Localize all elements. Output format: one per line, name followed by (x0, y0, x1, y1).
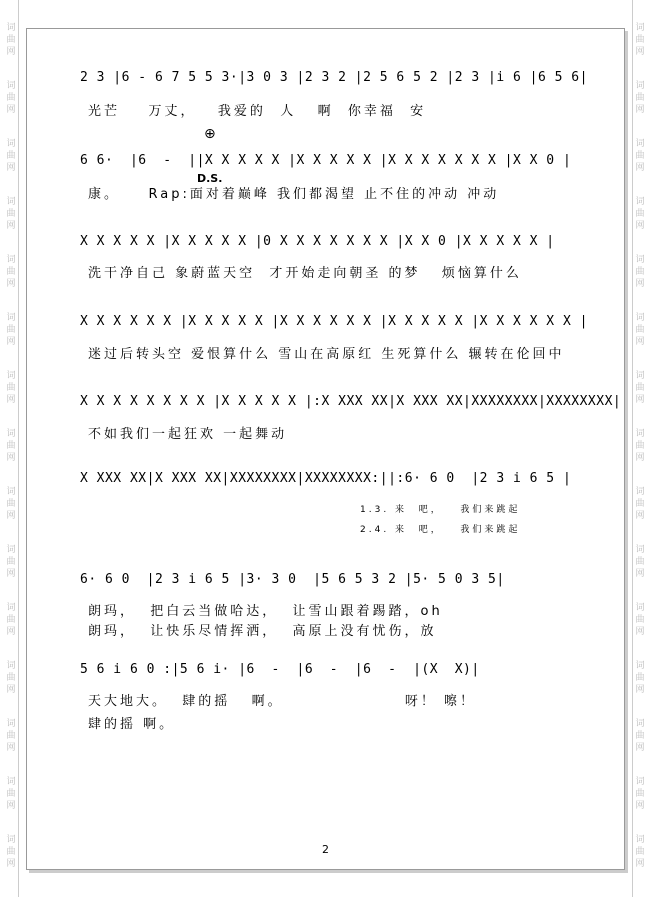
watermark-char: 曲 (635, 499, 645, 509)
watermark-char: 网 (6, 743, 16, 753)
lyric-line: 康。 Rap:面对着巅峰 我们都渴望 止不住的冲动 冲动 (88, 187, 500, 202)
watermark-char: 曲 (635, 383, 645, 393)
right-watermark-column (632, 0, 647, 897)
watermark-char: 词 (6, 545, 16, 555)
watermark-char: 曲 (635, 789, 645, 799)
watermark-char: 曲 (635, 35, 645, 45)
watermark-char: 词 (6, 81, 16, 91)
lyric-line-2: 朗玛， 让快乐尽情挥洒， 高原上没有忧伤，放 (88, 624, 437, 639)
notes-line: X X X X X X X X |X X X X X |:X XXX XX|X XXX XX|XXXXXXXX|XXXXXXXX| (80, 394, 622, 409)
watermark-char: 网 (6, 279, 16, 289)
watermark-char: 曲 (6, 847, 16, 857)
watermark-char: 词 (6, 23, 16, 33)
watermark-char: 曲 (6, 731, 16, 741)
watermark-char: 词 (6, 777, 16, 787)
watermark-char: 网 (6, 47, 16, 57)
watermark-char: 网 (6, 453, 16, 463)
watermark-char: 网 (6, 221, 16, 231)
watermark-char: 曲 (635, 847, 645, 857)
notes-line: 6 6· |6 - ||X X X X X |X X X X X |X X X X X X X |X X 0 | (80, 153, 572, 168)
lyric-line-2: 2.4. 来 吧， 我们来跳起 (360, 525, 521, 535)
watermark-char: 词 (6, 661, 16, 671)
watermark-char: 网 (6, 105, 16, 115)
notes-line: X X X X X X |X X X X X |X X X X X X |X X X X X |X X X X X X | (80, 314, 588, 329)
notes-line: X X X X X |X X X X X |0 X X X X X X X |X X 0 |X X X X X | (80, 234, 555, 249)
watermark-char: 词 (635, 545, 645, 555)
watermark-char: 曲 (6, 557, 16, 567)
watermark-char: 曲 (6, 93, 16, 103)
watermark-char: 词 (635, 835, 645, 845)
watermark-char: 网 (6, 569, 16, 579)
watermark-char: 网 (6, 395, 16, 405)
coda-sign: ⊕ (204, 126, 216, 142)
watermark-char: 曲 (635, 267, 645, 277)
watermark-char: 曲 (6, 615, 16, 625)
watermark-char: 词 (635, 371, 645, 381)
notes-line: 2 3 |6 - 6 7 5 5 3·|3 0 3 |2 3 2 |2 5 6 5 2 |2 3 |i 6 |6 5 6| (80, 70, 588, 85)
watermark-char: 网 (635, 743, 645, 753)
watermark-char: 网 (6, 163, 16, 173)
watermark-char: 词 (6, 197, 16, 207)
notes-line: 5 6 i 6 0 :|5 6 i· |6 - |6 - |6 - |(X X)| (80, 662, 480, 677)
watermark-char: 网 (6, 337, 16, 347)
lyric-line: 光芒 万丈， 我爱的 人 啊 你幸福 安 (88, 104, 427, 119)
watermark-char: 网 (635, 453, 645, 463)
watermark-char: 网 (6, 685, 16, 695)
watermark-char: 词 (635, 603, 645, 613)
watermark-char: 词 (635, 23, 645, 33)
lyric-line: 朗玛， 把白云当做哈达， 让雪山跟着踢踏，oh (88, 604, 443, 619)
watermark-char: 曲 (6, 383, 16, 393)
watermark-char: 曲 (635, 151, 645, 161)
ds-mark: D.S. (197, 172, 223, 185)
watermark-char: 曲 (6, 267, 16, 277)
notes-line: 6· 6 0 |2 3 i 6 5 |3· 3 0 |5 6 5 3 2 |5· 5 0 3 5| (80, 572, 505, 587)
watermark-char: 词 (635, 81, 645, 91)
watermark-char: 词 (6, 429, 16, 439)
watermark-char: 词 (6, 487, 16, 497)
lyric-line: 天大地大。 肆的摇 啊。 呀！ 嚓！ (88, 694, 477, 709)
watermark-char: 词 (635, 487, 645, 497)
watermark-char: 网 (6, 801, 16, 811)
watermark-char: 网 (635, 511, 645, 521)
watermark-char: 网 (635, 337, 645, 347)
lyric-line-2: 肆的摇 啊。 (88, 717, 176, 732)
lyric-line: 洗干净自己 象蔚蓝天空 才开始走向朝圣 的梦 烦恼算什么 (88, 266, 522, 281)
watermark-char: 网 (635, 163, 645, 173)
watermark-char: 网 (635, 685, 645, 695)
watermark-char: 词 (635, 429, 645, 439)
lyric-line: 1.3. 来 吧， 我们来跳起 (360, 505, 521, 515)
watermark-char: 词 (6, 603, 16, 613)
watermark-char: 词 (6, 371, 16, 381)
watermark-char: 曲 (635, 93, 645, 103)
lyric-line: 不如我们一起狂欢 一起舞动 (88, 427, 288, 442)
lyric-line: 迷过后转头空 爱恨算什么 雪山在高原红 生死算什么 辗转在伦回中 (88, 347, 565, 362)
watermark-char: 曲 (6, 325, 16, 335)
watermark-char: 网 (6, 859, 16, 869)
watermark-char: 曲 (6, 441, 16, 451)
watermark-char: 曲 (635, 209, 645, 219)
notes-line: X XXX XX|X XXX XX|XXXXXXXX|XXXXXXXX:||:6· 6 0 |2 3 i 6 5 | (80, 471, 572, 486)
watermark-char: 词 (635, 139, 645, 149)
watermark-char: 词 (635, 719, 645, 729)
watermark-char: 网 (635, 569, 645, 579)
watermark-char: 曲 (635, 557, 645, 567)
watermark-char: 网 (635, 801, 645, 811)
watermark-char: 网 (635, 859, 645, 869)
watermark-char: 曲 (6, 673, 16, 683)
watermark-char: 曲 (6, 151, 16, 161)
left-watermark-column (4, 0, 19, 897)
watermark-char: 网 (6, 511, 16, 521)
watermark-char: 词 (635, 313, 645, 323)
watermark-char: 词 (635, 255, 645, 265)
watermark-char: 网 (635, 221, 645, 231)
watermark-char: 词 (6, 835, 16, 845)
watermark-char: 曲 (635, 731, 645, 741)
watermark-char: 曲 (6, 209, 16, 219)
watermark-char: 网 (635, 279, 645, 289)
watermark-char: 词 (6, 313, 16, 323)
watermark-char: 曲 (635, 673, 645, 683)
watermark-char: 词 (635, 777, 645, 787)
page-number: 2 (322, 843, 329, 856)
watermark-char: 词 (6, 719, 16, 729)
watermark-char: 词 (6, 255, 16, 265)
watermark-char: 曲 (6, 789, 16, 799)
watermark-char: 网 (635, 105, 645, 115)
watermark-char: 曲 (635, 441, 645, 451)
watermark-char: 曲 (6, 499, 16, 509)
watermark-char: 网 (635, 395, 645, 405)
watermark-char: 曲 (635, 325, 645, 335)
watermark-char: 网 (635, 47, 645, 57)
watermark-char: 网 (6, 627, 16, 637)
watermark-char: 曲 (635, 615, 645, 625)
watermark-char: 网 (635, 627, 645, 637)
watermark-char: 曲 (6, 35, 16, 45)
watermark-char: 词 (635, 661, 645, 671)
watermark-char: 词 (635, 197, 645, 207)
watermark-char: 词 (6, 139, 16, 149)
